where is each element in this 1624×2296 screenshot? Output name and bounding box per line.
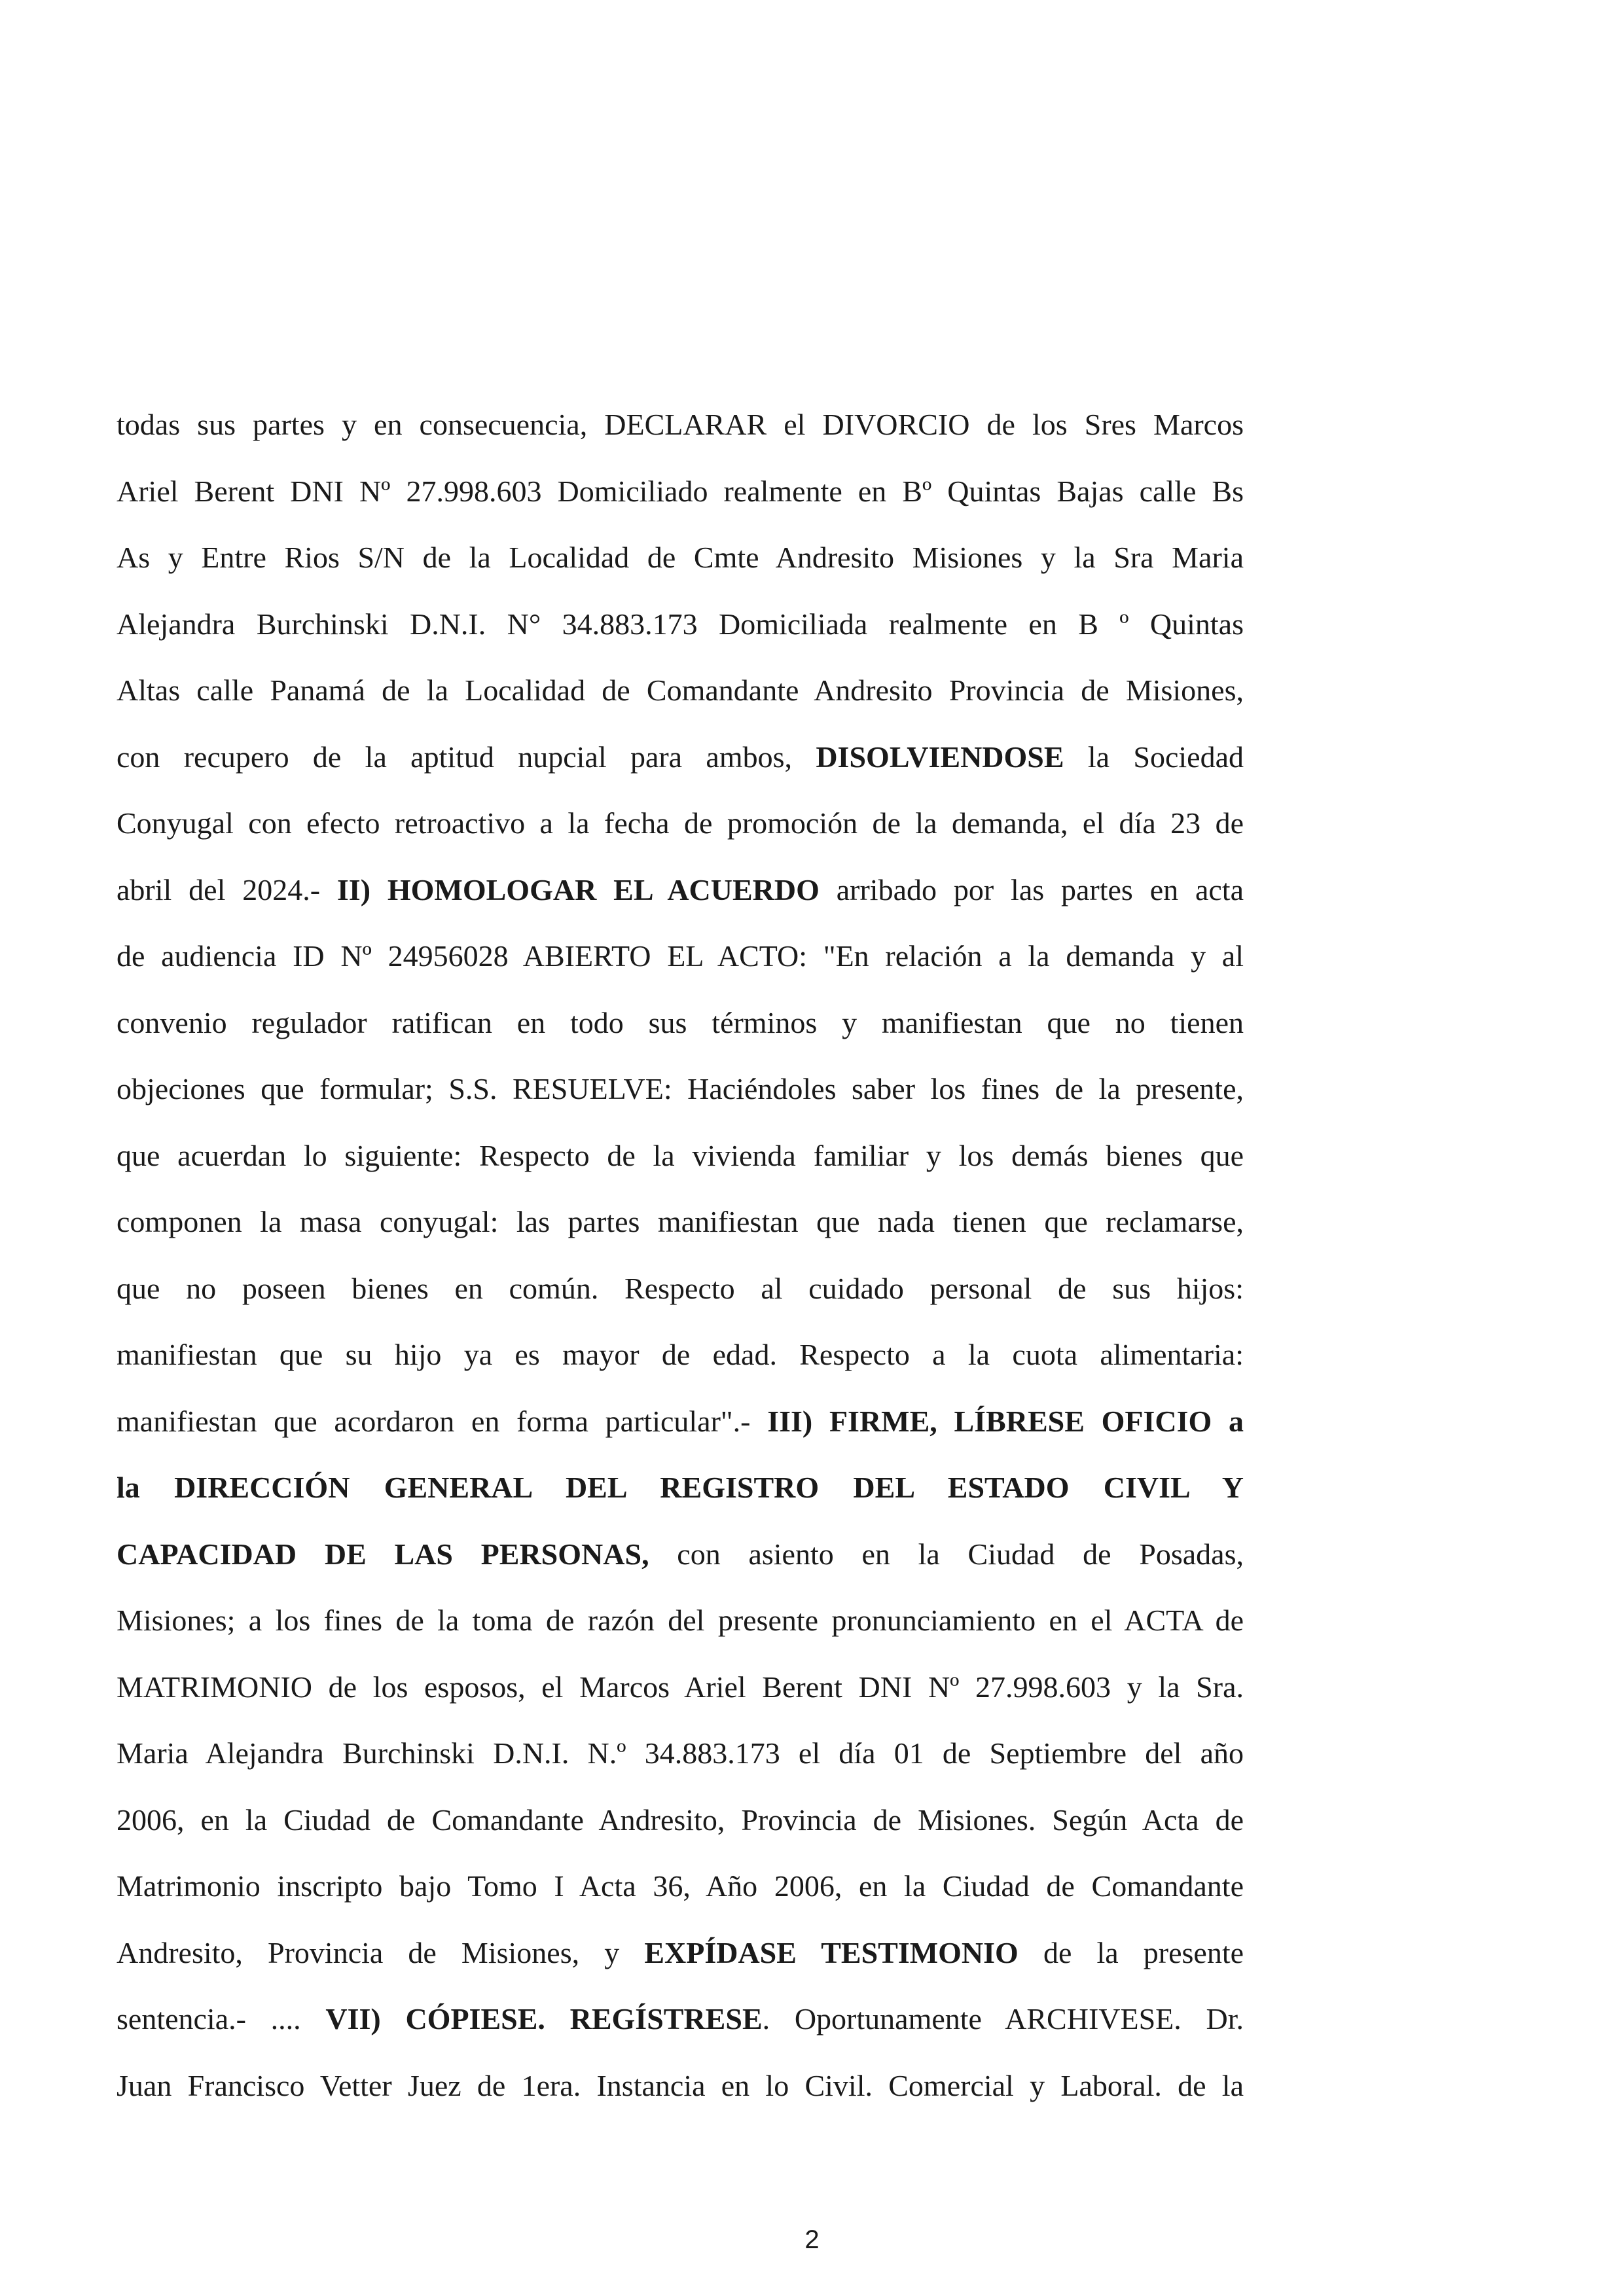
text-line — [117, 923, 1244, 990]
bold-text-segment: EXPÍDASE TESTIMONIO — [644, 1935, 1019, 1969]
text-line — [117, 458, 1244, 525]
text-line — [117, 1321, 1244, 1388]
text-line — [117, 1587, 1244, 1654]
text-line — [117, 724, 1244, 791]
text-line — [117, 1189, 1244, 1255]
text-segment: Maria Alejandra Burchinski D.N.I. N.º 34.883.173 el día 01 de Septiembre del año — [117, 1736, 1244, 1770]
text-segment: Andresito, Provincia de Misiones, y — [117, 1935, 645, 1969]
bold-text-segment: DISOLVIENDOSE — [816, 740, 1064, 774]
bold-text-segment: VII) CÓPIESE. REGÍSTRESE — [325, 2002, 763, 2036]
text-line — [117, 591, 1244, 658]
text-segment: manifiestan que acordaron en forma particular".- — [117, 1404, 768, 1438]
text-line — [117, 1720, 1244, 1787]
text-segment: arribado por las partes en acta — [819, 872, 1244, 906]
bold-text-segment: la DIRECCIÓN GENERAL DEL REGISTRO DEL ESTADO CIVIL Y — [117, 1471, 1244, 1504]
text-line — [117, 1920, 1244, 1986]
bold-text-segment: CAPACIDAD DE LAS PERSONAS, — [117, 1537, 649, 1571]
text-line — [117, 2053, 1244, 2119]
text-line — [117, 1986, 1244, 2053]
text-segment: Conyugal con efecto retroactivo a la fecha de promoción de la demanda, el día 23 de — [117, 806, 1244, 840]
text-segment: Alejandra Burchinski D.N.I. N° 34.883.173 Domiciliada realmente en B º Quintas — [117, 607, 1244, 641]
body-text — [117, 391, 1244, 2119]
text-line — [117, 1521, 1244, 1588]
text-line — [117, 1454, 1244, 1521]
text-segment: de la presente — [1018, 1935, 1244, 1969]
text-segment: Ariel Berent DNI Nº 27.998.603 Domiciliado realmente en Bº Quintas Bajas calle Bs — [117, 474, 1244, 508]
text-line — [117, 1787, 1244, 1854]
text-segment: manifiestan que su hijo ya es mayor de edad. Respecto a la cuota alimentaria: — [117, 1338, 1244, 1371]
text-segment: que acuerdan lo siguiente: Respecto de la vivienda familiar y los demás bienes que — [117, 1138, 1244, 1172]
text-line — [117, 857, 1244, 924]
text-line — [117, 1853, 1244, 1920]
text-segment: objeciones que formular; S.S. RESUELVE: Haciéndoles saber los fines de la presente, — [117, 1072, 1244, 1105]
text-segment: Altas calle Panamá de la Localidad de Comandante Andresito Provincia de Misiones, — [117, 673, 1244, 707]
text-line — [117, 1122, 1244, 1189]
text-line — [117, 1056, 1244, 1122]
page-number: 2 — [804, 2225, 820, 2254]
text-segment: . Oportunamente ARCHIVESE. Dr. — [762, 2002, 1244, 2036]
text-line — [117, 1654, 1244, 1721]
text-segment: que no poseen bienes en común. Respecto al cuidado personal de sus hijos: — [117, 1271, 1244, 1305]
text-line — [117, 524, 1244, 591]
text-segment: Juan Francisco Vetter Juez de 1era. Instancia en lo Civil. Comercial y Laboral. de la — [117, 2068, 1244, 2102]
text-segment: la Sociedad — [1064, 740, 1244, 774]
text-segment: sentencia.- .... — [117, 2002, 326, 2036]
text-segment: con asiento en la Ciudad de Posadas, — [649, 1537, 1244, 1571]
text-segment: 2006, en la Ciudad de Comandante Andresito, Provincia de Misiones. Según Acta de — [117, 1803, 1244, 1837]
text-segment: de audiencia ID Nº 24956028 ABIERTO EL ACTO: "En relación a la demanda y al — [117, 939, 1244, 973]
text-segment: todas sus partes y en consecuencia, DECLARAR el DIVORCIO de los Sres Marcos — [117, 408, 1244, 441]
text-segment: componen la masa conyugal: las partes manifiestan que nada tienen que reclamarse, — [117, 1205, 1244, 1238]
text-segment: convenio regulador ratifican en todo sus términos y manifiestan que no tienen — [117, 1005, 1244, 1039]
text-segment: con recupero de la aptitud nupcial para ambos, — [117, 740, 816, 774]
text-line — [117, 1388, 1244, 1455]
text-line — [117, 990, 1244, 1056]
bold-text-segment: III) FIRME, LÍBRESE OFICIO a — [767, 1404, 1244, 1438]
text-segment: As y Entre Rios S/N de la Localidad de Cmte Andresito Misiones y la Sra Maria — [117, 541, 1244, 574]
text-segment: Misiones; a los fines de la toma de razón del presente pronunciamiento en el ACTA de — [117, 1604, 1244, 1637]
text-line — [117, 391, 1244, 458]
text-segment: abril del 2024.- — [117, 872, 337, 906]
text-segment: MATRIMONIO de los esposos, el Marcos Ariel Berent DNI Nº 27.998.603 y la Sra. — [117, 1670, 1244, 1704]
text-line — [117, 657, 1244, 724]
text-line — [117, 1255, 1244, 1322]
text-segment: Matrimonio inscripto bajo Tomo I Acta 36, Año 2006, en la Ciudad de Comandante — [117, 1869, 1244, 1903]
text-line — [117, 790, 1244, 857]
bold-text-segment: II) HOMOLOGAR EL ACUERDO — [336, 872, 820, 906]
